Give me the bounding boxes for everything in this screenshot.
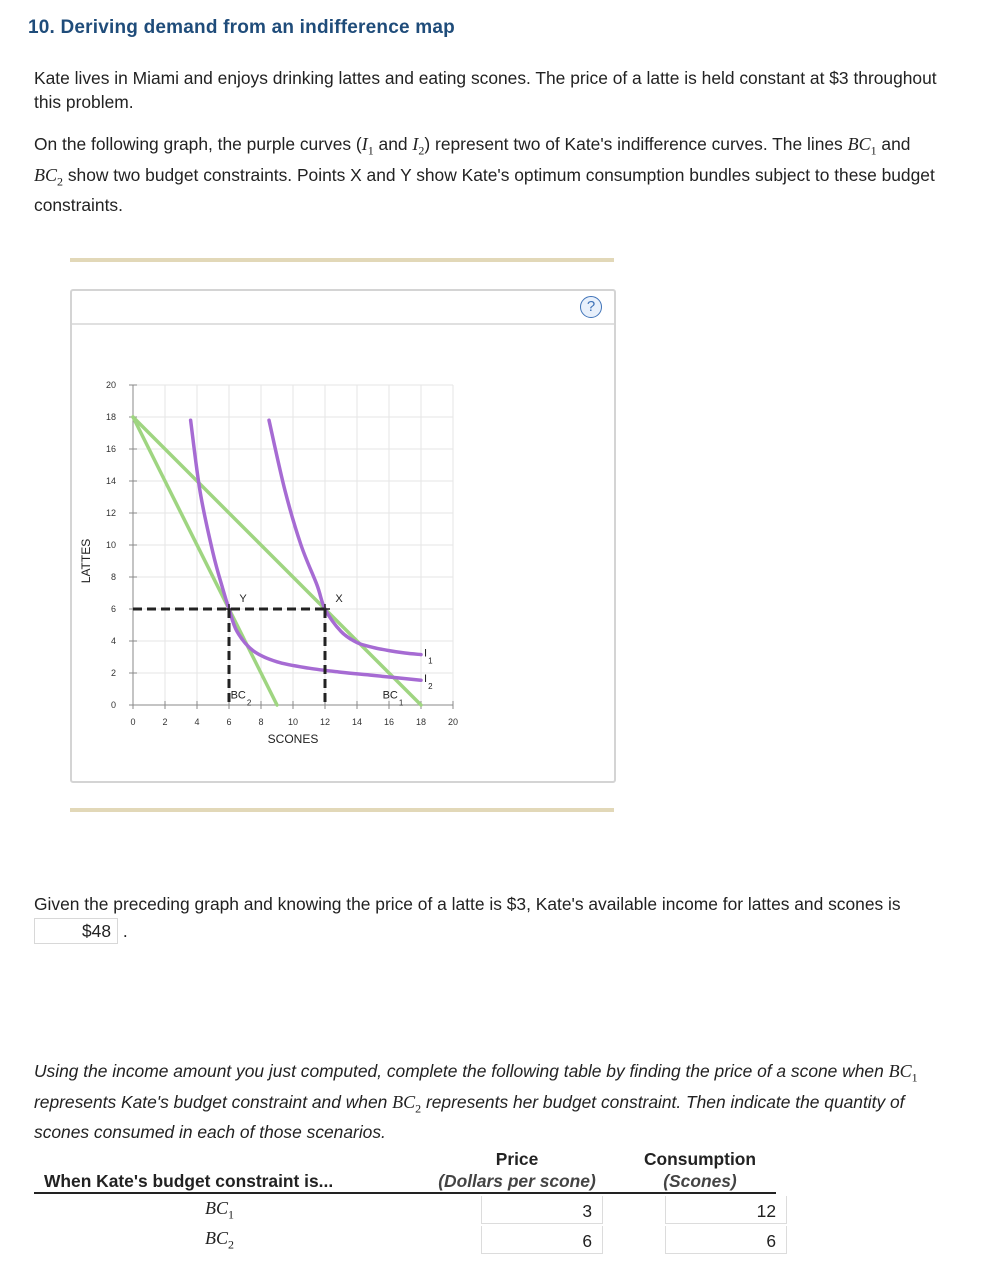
graph-bottom-divider [70, 808, 614, 812]
income-question: Given the preceding graph and knowing the price of a latte is $3, Kate's available income for lattes and scones is $48 . [34, 891, 944, 945]
x-tick-label: 10 [287, 717, 299, 727]
constraint-header: When Kate's budget constraint is... [44, 1171, 334, 1191]
question-title: 10. Deriving demand from an indifference map [28, 17, 455, 38]
x-tick-label: 20 [447, 717, 459, 727]
table-instructions: Using the income amount you just computed, complete the following table by finding the price of a scone when $BC_1$ represents Kate's budget constraint and when $BC_2$ represents her budget constraint. Then indicate the quantity of scones consumed in each of those scenarios. [34, 1061, 918, 1143]
consumption-header-title: Consumption [643, 1149, 757, 1169]
price-header-unit: (Dollars per scone) [438, 1171, 596, 1191]
x-tick-label: 12 [319, 717, 331, 727]
y-tick-label: 0 [110, 700, 116, 710]
help-icon[interactable]: ? [580, 296, 602, 318]
y-tick-label: 16 [105, 444, 116, 454]
graph-panel [70, 289, 616, 783]
x-tick-label: 0 [130, 717, 136, 727]
x-tick-label: 6 [226, 717, 232, 727]
income-answer[interactable]: $48 [34, 918, 118, 944]
x-tick-label: 18 [415, 717, 427, 727]
x-axis-title: SCONES [267, 732, 319, 746]
budget-line-bc2 [133, 417, 277, 705]
indifference-chart [72, 291, 614, 781]
y-tick-label: 2 [110, 668, 116, 678]
y-axis-title: LATTES [79, 538, 93, 584]
x-tick-label: 8 [258, 717, 264, 727]
y-tick-label: 12 [105, 508, 116, 518]
y-tick-label: 18 [105, 412, 116, 422]
price-cell-bc1[interactable]: 3 [481, 1196, 603, 1224]
row-label-bc1: $BC_1$ [205, 1198, 235, 1222]
budget-label-bc1: $BC_1$ [382, 689, 404, 708]
consumption-header-unit: (Scones) [663, 1171, 737, 1191]
price-cell-bc2[interactable]: 6 [481, 1226, 603, 1254]
y-tick-label: 14 [105, 476, 116, 486]
table-header-rule [34, 1192, 776, 1194]
consumption-cell-bc1[interactable]: 12 [665, 1196, 787, 1224]
point-label-x: X [335, 593, 343, 605]
x-tick-label: 14 [351, 717, 363, 727]
y-tick-label: 10 [105, 540, 116, 550]
x-tick-label: 4 [194, 717, 200, 727]
indifference-curve-i1 [269, 420, 421, 654]
x-tick-label: 2 [162, 717, 168, 727]
price-header-title: Price [495, 1149, 539, 1169]
point-label-y: Y [239, 593, 247, 605]
y-tick-label: 6 [110, 604, 116, 614]
y-tick-label: 4 [110, 636, 116, 646]
graph-top-divider [70, 258, 614, 262]
curve-label-i1: $I_1$ [424, 647, 433, 666]
y-tick-label: 20 [105, 380, 116, 390]
y-tick-label: 8 [110, 572, 116, 582]
graph-description: On the following graph, the purple curves ($I_1$ and $I_2$) represent two of Kate's indifference curves. The lines $BC_1$ and $BC_2$ show two budget constraints. Points X and Y show Kate's optimum consumption bundles subject to these budget constraints. [34, 134, 935, 216]
intro-paragraph: Kate lives in Miami and enjoys drinking lattes and eating scones. The price of a latte is held constant at $3 throughout this problem. [34, 68, 937, 112]
budget-label-bc2: $BC_2$ [230, 689, 252, 708]
consumption-cell-bc2[interactable]: 6 [665, 1226, 787, 1254]
x-tick-label: 16 [383, 717, 395, 727]
row-label-bc2: $BC_2$ [205, 1228, 235, 1252]
curve-label-i2: $I_2$ [424, 673, 433, 692]
